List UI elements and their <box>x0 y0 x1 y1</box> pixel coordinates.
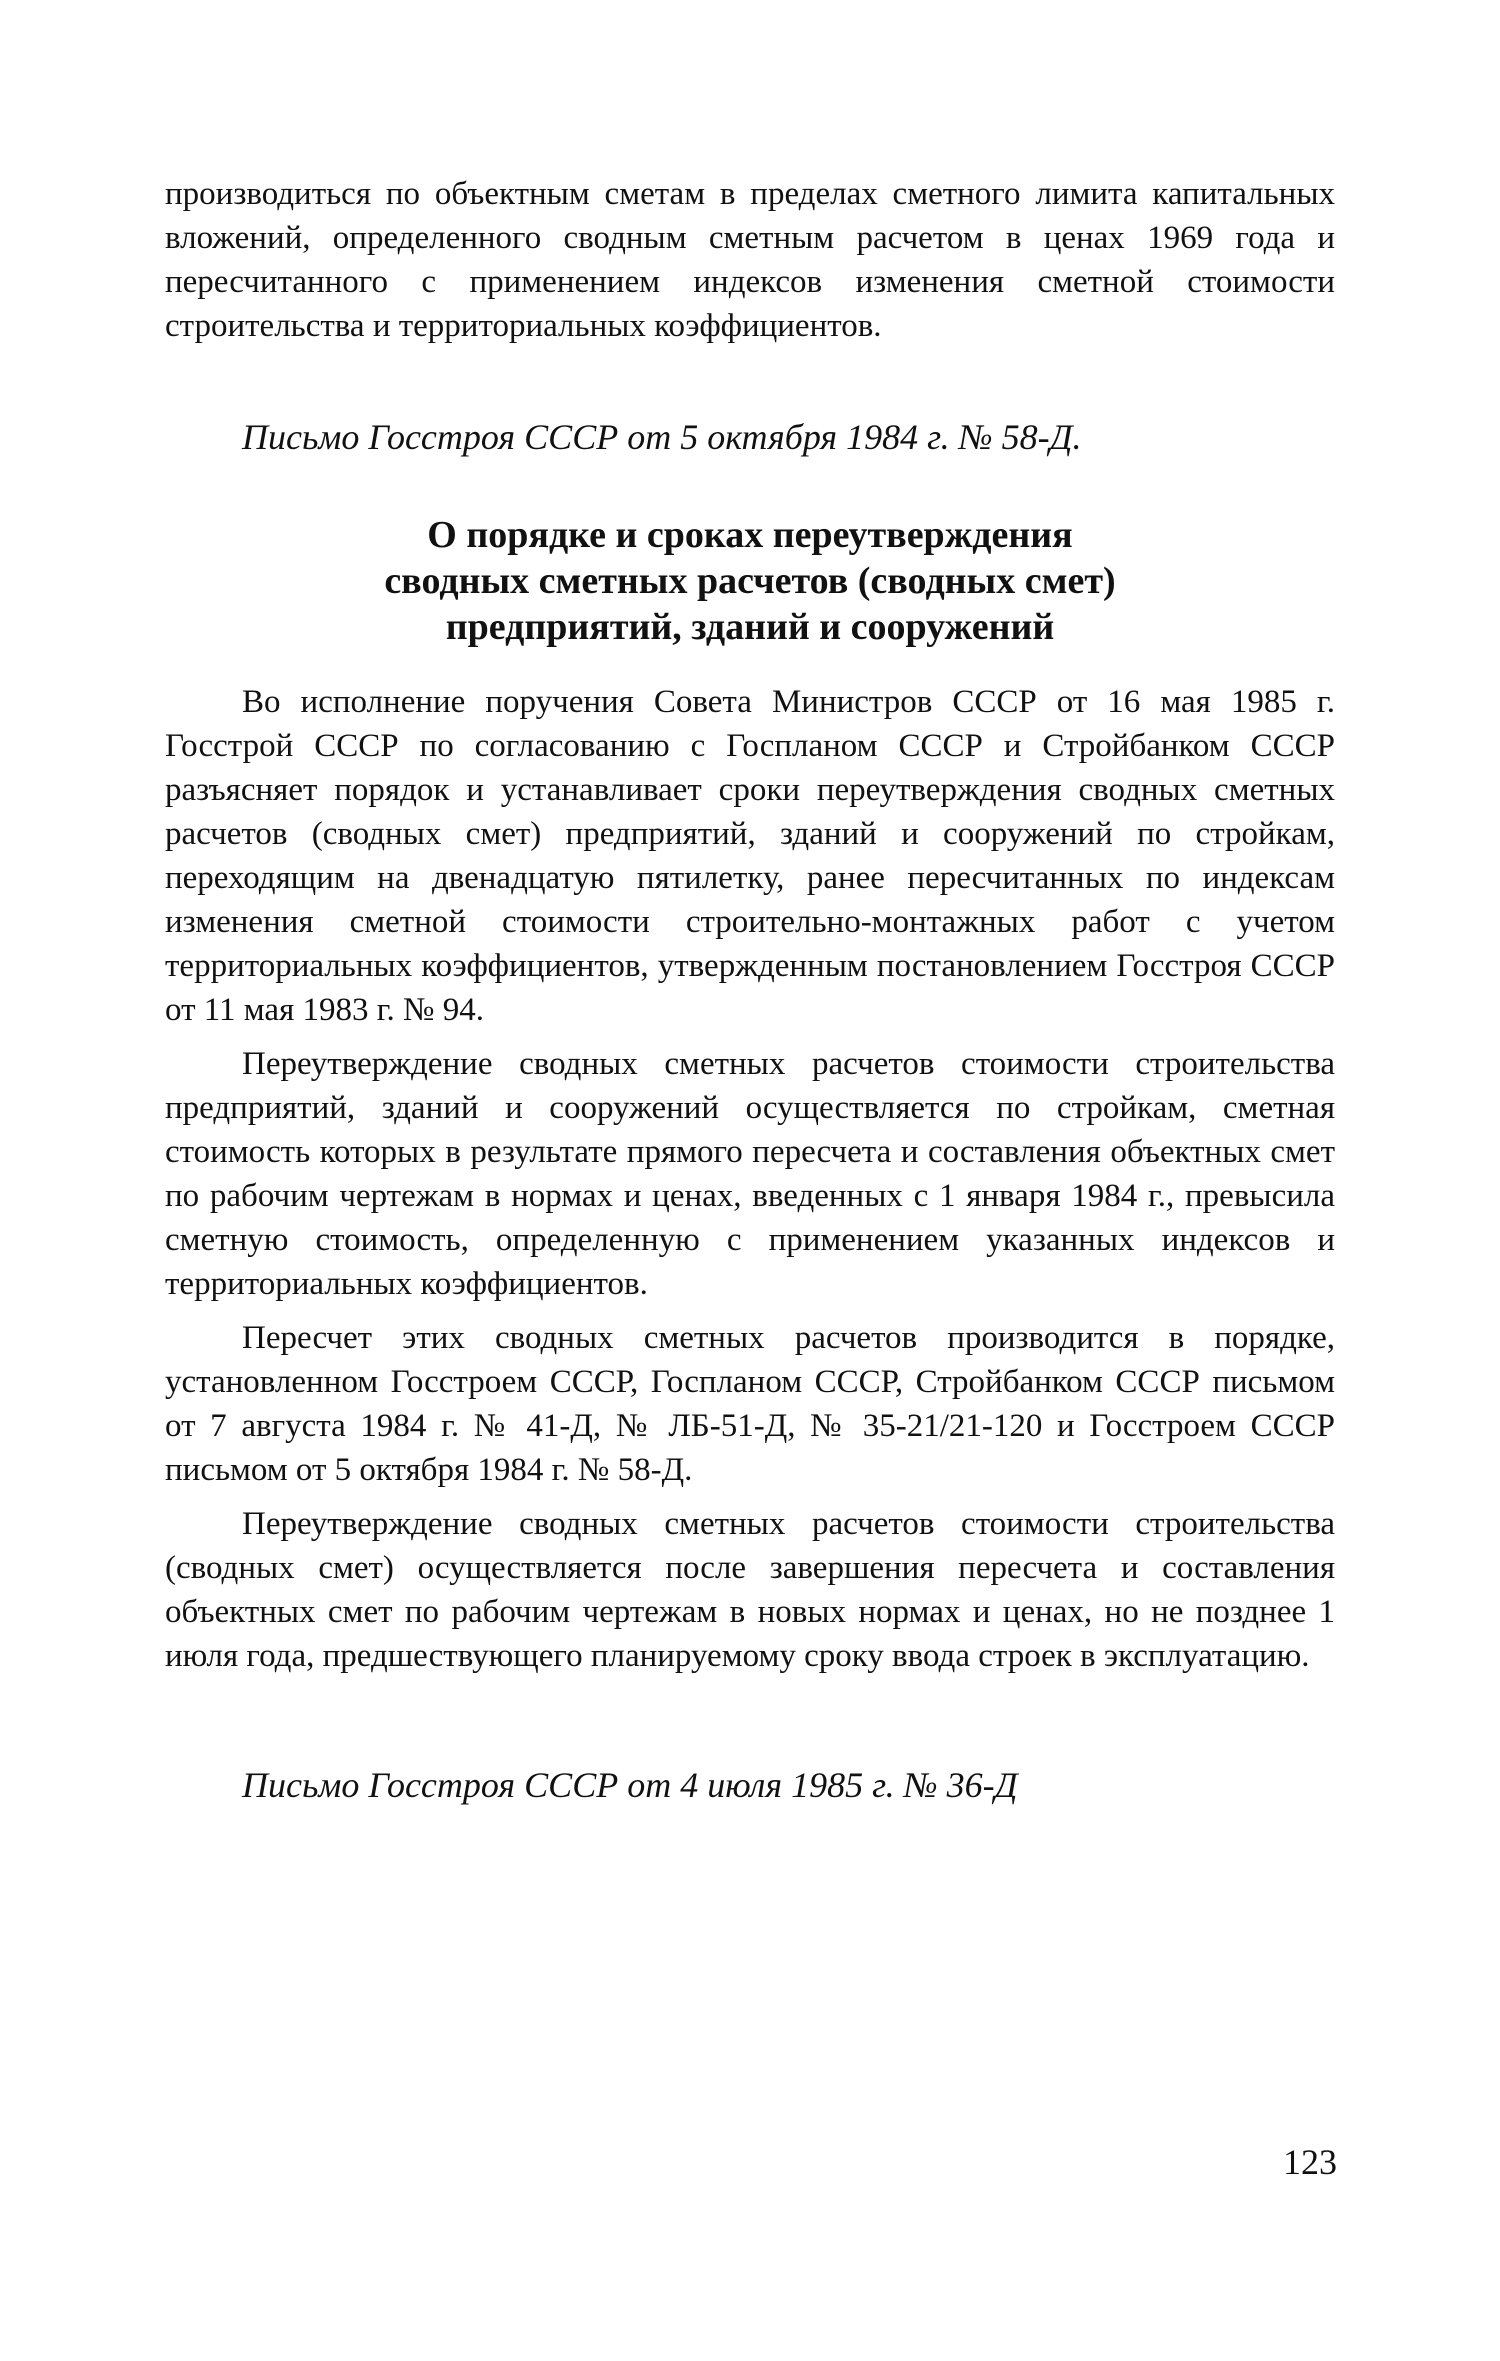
page-number: 123 <box>1283 2142 1337 2182</box>
heading-line-1: О порядке и сроках переутверждения <box>427 514 1073 556</box>
continued-paragraph: производиться по объектным сметам в пределах сметного лимита капитальных вложений, определенного сводным сметным расчетом в ценах 1969 года и пересчитанного с применением индексов изменения сметной стоимости строительства и территориальных коэффициентов. <box>165 176 1335 344</box>
body-paragraph-2: Переутверждение сводных сметных расчетов стоимости строительства предприятий, зданий и сооружений осуществляется по стройкам, сметная стоимость которых в результате прямого пересчета и составления объектных смет по рабочим чертежам в нормах и ценах, введенных с 1 января 1984 г., превысила сметную стоимость, определенную с применением указанных индексов и территориальных коэффициентов. <box>165 1046 1335 1302</box>
heading-line-2: сводных сметных расчетов (сводных смет) <box>384 560 1116 602</box>
letter-reference-2: Письмо Госстроя СССР от 4 июля 1985 г. № 36-Д <box>242 1765 1018 1805</box>
body-paragraph-3: Пересчет этих сводных сметных расчетов производится в порядке, установленном Госстроем СССР, Госпланом СССР, Стройбанком СССР письмом от 7 августа 1984 г. № 41-Д, № ЛБ-51-Д, № 35-21/21-120 и Госстроем СССР письмом от 5 октября 1984 г. № 58-Д. <box>165 1320 1335 1488</box>
letter-reference-1: Письмо Госстроя СССР от 5 октября 1984 г. № 58-Д. <box>242 417 1082 457</box>
body-paragraph-4: Переутверждение сводных сметных расчетов стоимости строительства (сводных смет) осуществляется после завершения пересчета и составления объектных смет по рабочим чертежам в новых нормах и ценах, но не позднее 1 июля года, предшествующего планируемому сроку ввода строек в эксплуатацию. <box>165 1506 1335 1674</box>
page-content <box>165 172 1335 1808</box>
heading-line-3: предприятий, зданий и сооружений <box>445 606 1055 648</box>
body-paragraph-1: Во исполнение поручения Совета Министров СССР от 16 мая 1985 г. Госстрой СССР по согласованию с Госпланом СССР и Стройбанком СССР разъясняет порядок и устанавливает сроки переутверждения сводных сметных расчетов (сводных смет) предприятий, зданий и сооружений по стройкам, переходящим на двенадцатую пятилетку, ранее пересчитанных по индексам изменения сметной стоимости строительно-монтажных работ с учетом территориальных коэффициентов, утвержденным постановлением Госстроя СССР от 11 мая 1983 г. № 94. <box>165 684 1335 1028</box>
section-heading <box>165 512 1335 650</box>
